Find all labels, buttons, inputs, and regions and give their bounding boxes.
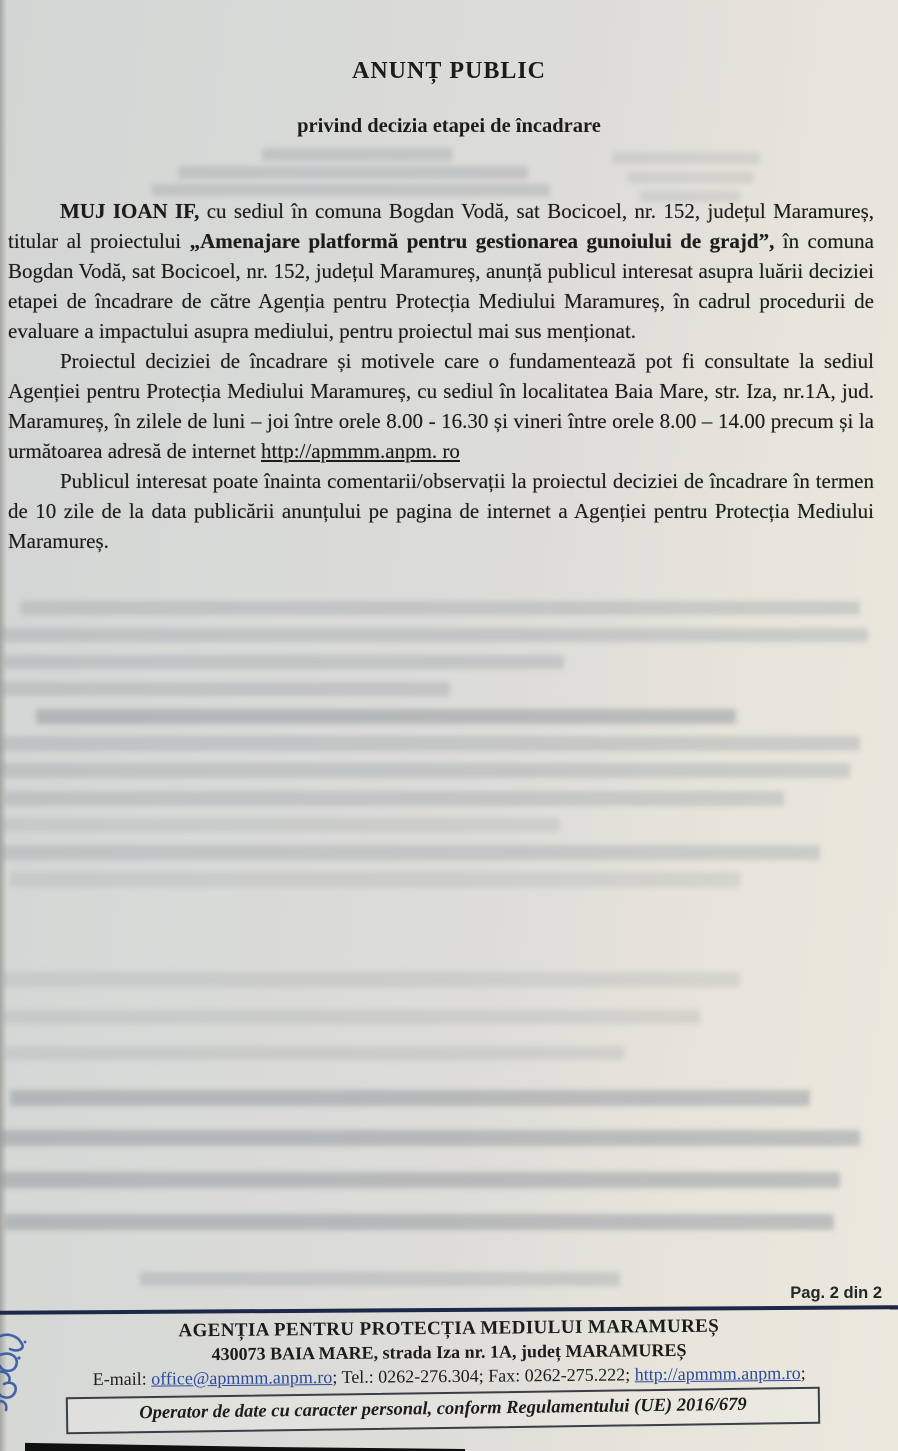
bleed-through-line (0, 1172, 840, 1188)
footer-contact-line: E-mail: office@apmmm.anpm.ro; Tel.: 0262-276.304; Fax: 0262-275.222; http://apmmm.anpm.ro; (92, 1362, 806, 1390)
bleed-through-line (178, 166, 528, 179)
gdpr-notice-box (66, 1387, 820, 1435)
footer-divider (0, 1305, 898, 1314)
bleed-through-line (20, 601, 860, 615)
paragraph-2: Proiectul deciziei de încadrare și motivele care o fundamentează pot fi consultate la sediul Agenției pentru Protecția Mediului Maramureș, cu sediul în localitatea Baia Mare, str. Iza, nr.1A, jud. Maramureș, în zilele de luni – joi între orele 8.00 - 16.30 și vineri între orele 8.00 – 14.00 precum și la următoarea adresă de internet http://apmmm.anpm. ro (8, 349, 874, 463)
bleed-through-line (612, 152, 760, 164)
bleed-through-line (4, 655, 564, 669)
footer (0, 1314, 898, 1391)
paragraph-3: Publicul interesat poate înainta comentarii/observații la proiectul deciziei de încadrare în termen de 10 zile de la data publicării anunțului pe pagina de internet a Agenției pentru Protecția Mediului Maramureș. (8, 469, 874, 553)
bleed-through-line (0, 972, 740, 987)
body-website-link[interactable]: http://apmmm.anpm. ro (261, 439, 460, 463)
stamp-mark (0, 1322, 62, 1422)
footer-address: 430073 BAIA MARE, strada Iza nr. 1A, județ MARAMUREȘ (211, 1339, 687, 1365)
scan-edge-artifact (25, 1442, 465, 1451)
project-title: „Amenajare platformă pentru gestionarea gunoiului de grajd”, (189, 229, 775, 253)
bleed-through-line (0, 1010, 700, 1024)
footer-website-link[interactable]: http://apmmm.anpm.ro (634, 1362, 801, 1385)
footer-agency-name: AGENȚIA PENTRU PROTECȚIA MEDIULUI MARAMUREȘ (178, 1315, 720, 1342)
bleed-through-line (0, 1130, 860, 1146)
page-indicator: Pag. 2 din 2 (790, 1284, 882, 1302)
applicant-name: MUJ IOAN IF, (60, 199, 200, 223)
bleed-through-line (628, 172, 754, 183)
document-title: ANUNȚ PUBLIC (351, 58, 546, 84)
bleed-through-line (36, 709, 736, 724)
bleed-through-line (0, 682, 450, 696)
bleed-through-line (4, 1046, 624, 1060)
bleed-through-line (140, 1272, 620, 1286)
document-subtitle: privind decizia etapei de încadrare (297, 115, 601, 137)
bleed-through-line (4, 1214, 834, 1230)
bleed-through-line (0, 736, 860, 751)
footer-email-link[interactable]: office@apmmm.anpm.ro (151, 1367, 333, 1389)
bleed-through-line (10, 1090, 810, 1106)
bleed-through-line (0, 845, 820, 860)
bleed-through-line (0, 628, 868, 642)
bleed-through-line (262, 148, 452, 161)
bleed-through-line (10, 872, 740, 887)
gdpr-notice-text: Operator de date cu caracter personal, conform Regulamentului (UE) 2016/679 (139, 1394, 747, 1424)
bleed-through-line (4, 791, 784, 806)
document-body (8, 196, 874, 556)
email-label: E-mail: (92, 1368, 152, 1390)
bleed-through-line (0, 763, 850, 778)
bleed-through-line (152, 184, 550, 196)
bleed-through-line (0, 818, 560, 832)
paragraph-1: MUJ IOAN IF, cu sediul în comuna Bogdan Vodă, sat Bocicoel, nr. 152, județul Maramureș, titular al proiectului „Amenajare platformă pentru gestionarea gunoiului de grajd”, în comuna Bogdan Vodă, sat Bocicoel, nr. 152, județul Maramureș, anunță publicul interesat asupra luării deciziei etapei de încadrare de către Agenția pentru Protecția Mediului Maramureș, în cadrul procedurii de evaluare a impactului asupra mediului, pentru proiectul mai sus menționat. (8, 199, 875, 343)
